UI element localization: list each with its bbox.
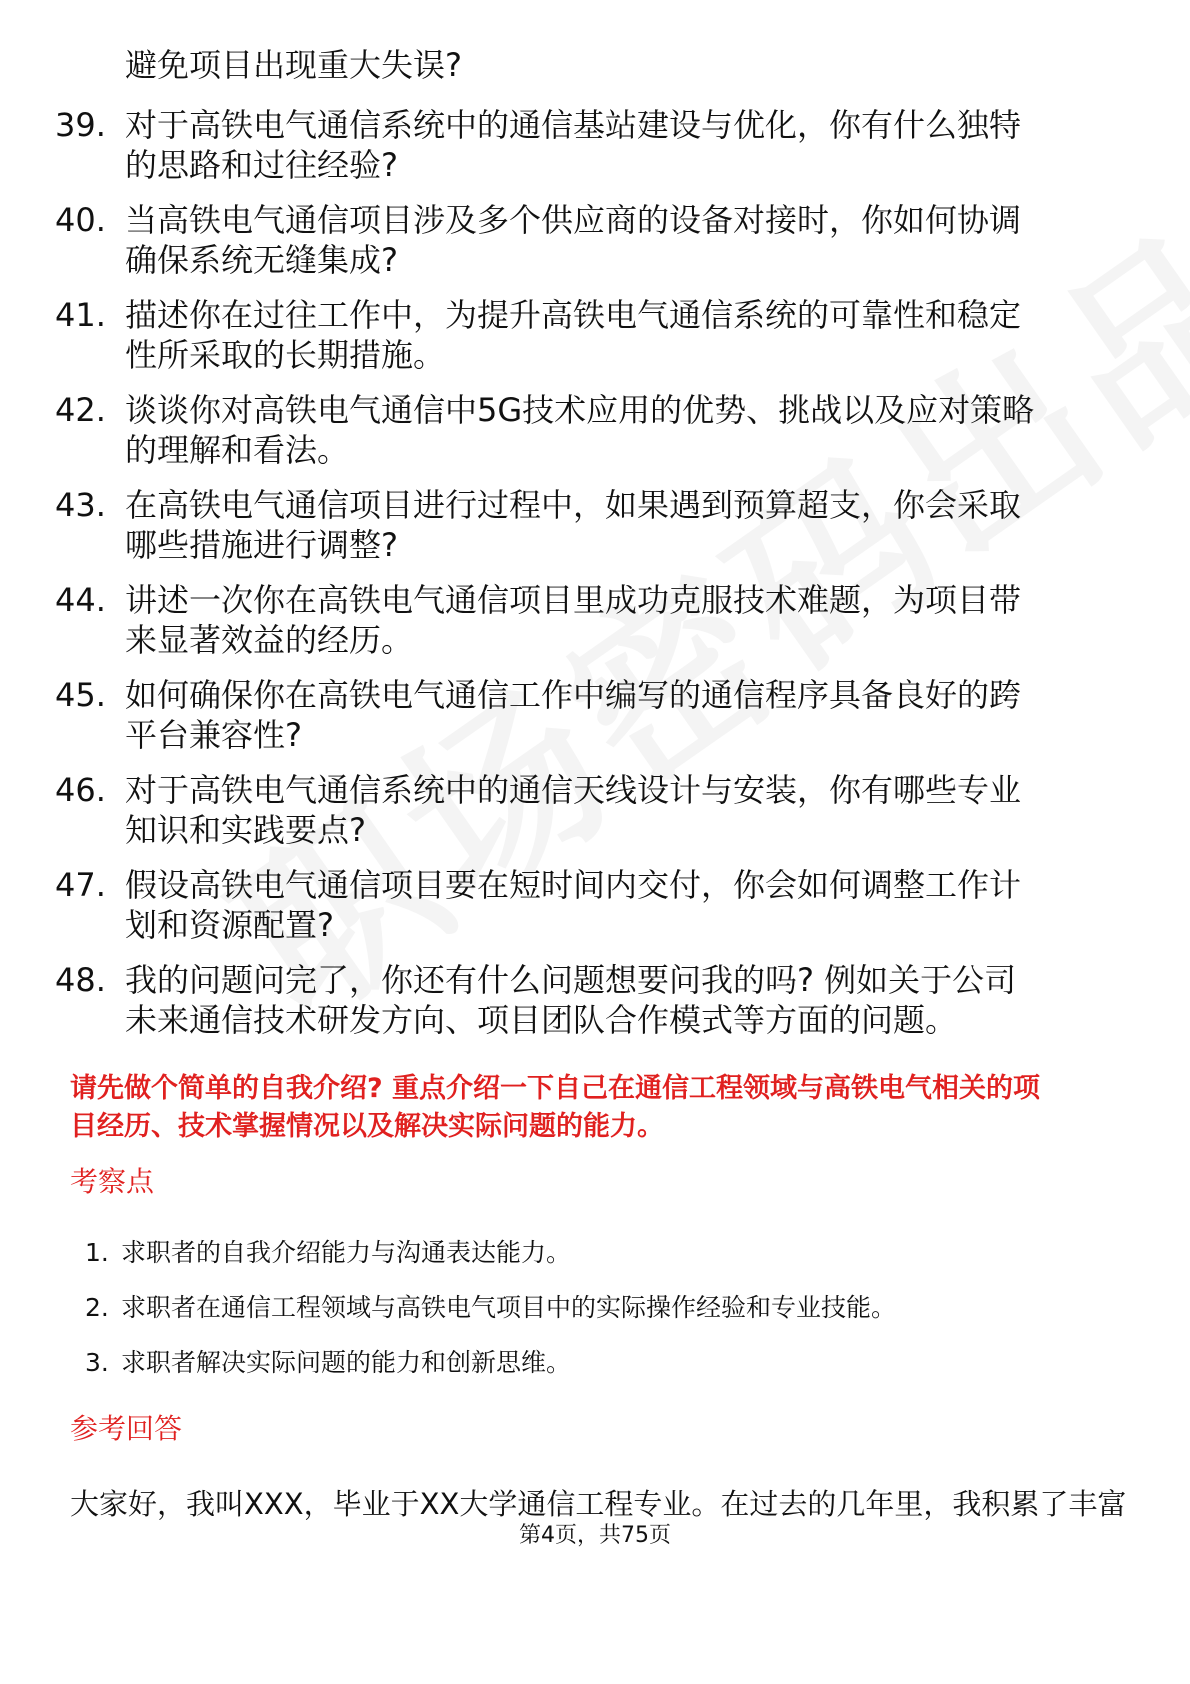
question-line: 谈谈你对高铁电气通信中5G技术应用的优势、挑战以及应对策略 (125, 391, 1035, 429)
point-number: 3. (85, 1348, 109, 1377)
question-line: 平台兼容性? (125, 716, 302, 754)
point-text: 求职者解决实际问题的能力和创新思维。 (121, 1348, 572, 1377)
question-line: 在高铁电气通信项目进行过程中，如果遇到预算超支，你会采取 (125, 486, 1022, 524)
assessment-heading: 考察点 (70, 1165, 155, 1198)
question-line: 的思路和过往经验? (125, 146, 398, 184)
question-line: 来显著效益的经历。 (125, 621, 414, 659)
question-line: 性所采取的长期措施。 (125, 336, 446, 374)
question-line: 当高铁电气通信项目涉及多个供应商的设备对接时，你如何协调 (125, 201, 1022, 239)
question-line: 我的问题问完了，你还有什么问题想要问我的吗? 例如关于公司 (125, 961, 1017, 999)
question-line: 确保系统无缝集成? (125, 241, 398, 279)
question-line: 知识和实践要点? (125, 811, 366, 849)
question-line: 讲述一次你在高铁电气通信项目里成功克服技术难题，为项目带 (125, 581, 1022, 619)
question-number: 41. (55, 296, 106, 334)
reference-answer-text: 大家好，我叫XXX，毕业于XX大学通信工程专业。在过去的几年里，我积累了丰富 (70, 1487, 1127, 1521)
question-number: 47. (55, 866, 106, 904)
reference-answer-heading: 参考回答 (70, 1412, 183, 1445)
featured-question-line: 请先做个简单的自我介绍? 重点介绍一下自己在通信工程领域与高铁电气相关的项 (70, 1073, 1041, 1104)
question-number: 45. (55, 676, 106, 714)
continuation-text: 避免项目出现重大失误? (125, 46, 462, 84)
featured-question-line: 目经历、技术掌握情况以及解决实际问题的能力。 (70, 1111, 664, 1142)
point-number: 1. (85, 1238, 109, 1267)
point-text: 求职者在通信工程领域与高铁电气项目中的实际操作经验和专业技能。 (121, 1293, 897, 1322)
question-number: 48. (55, 961, 106, 999)
assessment-point (85, 1346, 1125, 1380)
question-line: 划和资源配置? (125, 906, 334, 944)
question-number: 42. (55, 391, 106, 429)
featured-question (70, 1070, 1130, 1146)
point-number: 2. (85, 1293, 109, 1322)
question-number: 40. (55, 201, 106, 239)
page-footer: 第4页，共75页 (519, 1523, 671, 1548)
question-line: 的理解和看法。 (125, 431, 350, 469)
question-number: 39. (55, 106, 106, 144)
assessment-point (85, 1236, 1125, 1270)
assessment-point (85, 1291, 1125, 1325)
point-text: 求职者的自我介绍能力与沟通表达能力。 (121, 1238, 572, 1267)
question-number: 43. (55, 486, 106, 524)
question-line: 对于高铁电气通信系统中的通信天线设计与安装，你有哪些专业 (125, 771, 1022, 809)
question-number: 44. (55, 581, 106, 619)
question-line: 哪些措施进行调整? (125, 526, 398, 564)
question-line: 描述你在过往工作中，为提升高铁电气通信系统的可靠性和稳定 (125, 296, 1022, 334)
question-number: 46. (55, 771, 106, 809)
question-line: 未来通信技术研发方向、项目团队合作模式等方面的问题。 (125, 1001, 958, 1039)
question-line: 对于高铁电气通信系统中的通信基站建设与优化，你有什么独特 (125, 106, 1022, 144)
question-line: 如何确保你在高铁电气通信工作中编写的通信程序具备良好的跨 (125, 676, 1022, 714)
question-line: 假设高铁电气通信项目要在短时间内交付，你会如何调整工作计 (125, 866, 1022, 904)
